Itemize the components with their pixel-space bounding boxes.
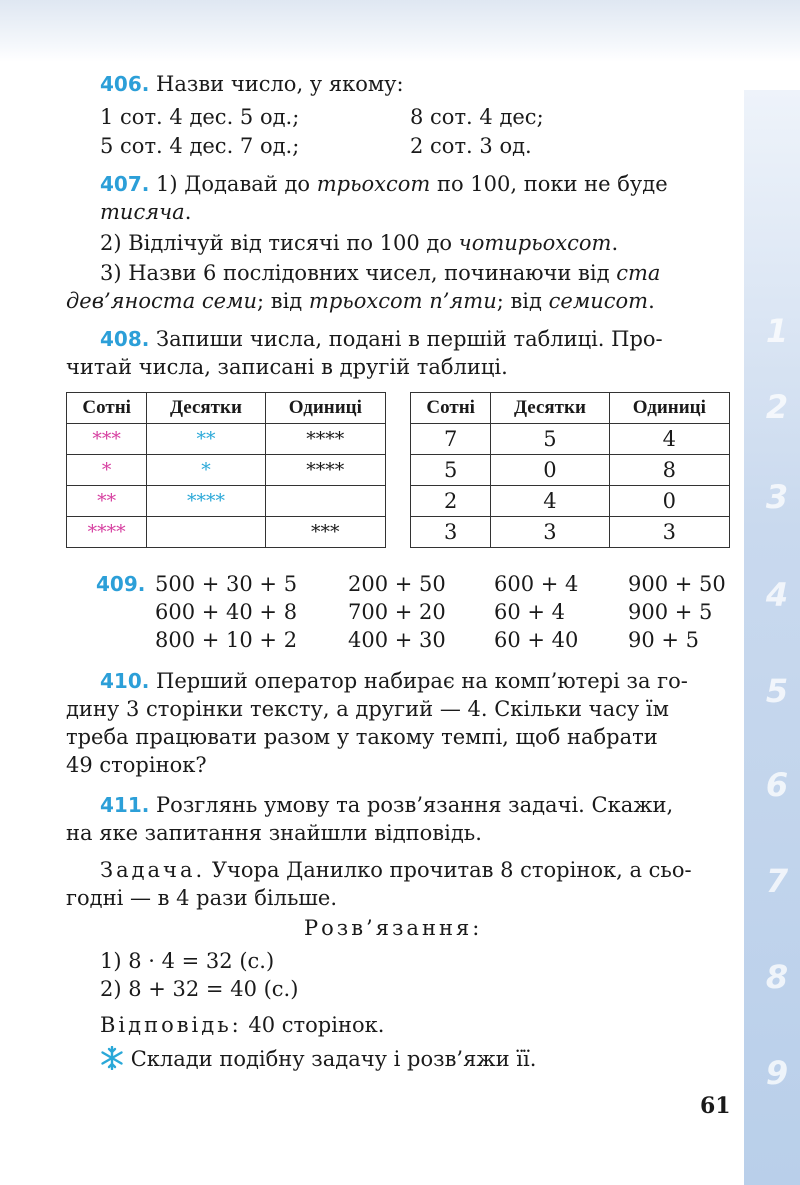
ex410-line: 410. Перший оператор набирає на комп’ютері за го-	[100, 669, 688, 693]
side-number: 8	[765, 958, 789, 996]
snowflake-icon	[100, 1046, 124, 1070]
exercise-409-number: 409.	[96, 572, 146, 596]
ex406-item: 8 сот. 4 дес;	[410, 105, 544, 129]
exercise-number: 411.	[100, 793, 150, 817]
side-number: 1	[765, 312, 789, 350]
expression: 500 + 30 + 5	[155, 572, 298, 596]
ex406-item: 2 сот. 3 од.	[410, 134, 532, 158]
ex410-line: треба працювати разом у такому темпі, щоб набрати	[66, 725, 658, 749]
expression: 800 + 10 + 2	[155, 628, 298, 652]
ex410-line: 49 сторінок?	[66, 753, 207, 777]
exercise-number: 407.	[100, 172, 150, 196]
expression: 400 + 30	[348, 628, 446, 652]
side-number: 2	[765, 388, 789, 426]
ex406-item: 5 сот. 4 дес. 7 од.;	[100, 134, 300, 158]
expression: 60 + 4	[494, 600, 566, 624]
ex411-line: 411. Розглянь умову та розв’язання задачі. Скажи,	[100, 793, 674, 817]
answer-line: Відповідь: 40 сторінок.	[100, 1013, 385, 1037]
expression: 600 + 4	[494, 572, 579, 596]
expression: 700 + 20	[348, 600, 446, 624]
exercise-number: 406.	[100, 72, 150, 96]
side-tab-strip	[744, 90, 800, 1185]
solution-title: Розв’язання:	[304, 916, 483, 940]
expression: 900 + 50	[628, 572, 726, 596]
ex407-line: тисяча.	[100, 200, 192, 224]
side-number: 5	[765, 672, 789, 710]
task-line: Задача. Учора Данилко прочитав 8 сторінок, а сьо-	[100, 858, 692, 882]
task-line: годні — в 4 рази більше.	[66, 886, 338, 910]
ex408-line: 408. Запиши числа, подані в першій таблиці. Про-	[100, 327, 663, 351]
side-number: 3	[765, 478, 789, 516]
solution-step: 2) 8 + 32 = 40 (с.)	[100, 977, 299, 1001]
side-number: 7	[765, 862, 789, 900]
ex407-line: дев’яноста семи; від трьохсот п’яти; від семисот.	[66, 289, 655, 313]
ex407-line: 3) Назви 6 послідовних чисел, починаючи від ста	[100, 261, 661, 285]
solution-step: 1) 8 · 4 = 32 (с.)	[100, 949, 275, 973]
ex407-line: 2) Відлічуй від тисячі по 100 до чотирьохсот.	[100, 231, 619, 255]
expression: 90 + 5	[628, 628, 700, 652]
exercise-number: 408.	[100, 327, 150, 351]
side-number: 9	[765, 1054, 789, 1092]
side-number: 6	[765, 766, 789, 804]
ex411-line: на яке запитання знайшли відповідь.	[66, 821, 482, 845]
page-number: 61	[700, 1093, 731, 1119]
expression: 900 + 5	[628, 600, 713, 624]
digits-table: Сотні Десятки Одиниці 7 5 4 5 0 8 2 4 0 3 3 3	[410, 392, 730, 548]
stars-table: Сотні Десятки Одиниці *** ** **** * * **** ** **** **** ***	[66, 392, 386, 548]
extra-task: Склади подібну задачу і розв’яжи її.	[100, 1045, 536, 1073]
exercise-406-heading: 406. Назви число, у якому:	[100, 72, 404, 96]
ex407-line: 407. 1) Додавай до трьохсот по 100, поки не буде	[100, 172, 668, 196]
top-band	[0, 0, 800, 62]
expression: 600 + 40 + 8	[155, 600, 298, 624]
side-number: 4	[765, 576, 789, 614]
expression: 60 + 40	[494, 628, 579, 652]
ex410-line: дину 3 сторінки тексту, а другий — 4. Скільки часу їм	[66, 697, 669, 721]
ex408-line: читай числа, записані в другій таблиці.	[66, 355, 508, 379]
exercise-number: 410.	[100, 669, 150, 693]
ex406-item: 1 сот. 4 дес. 5 од.;	[100, 105, 300, 129]
expression: 200 + 50	[348, 572, 446, 596]
